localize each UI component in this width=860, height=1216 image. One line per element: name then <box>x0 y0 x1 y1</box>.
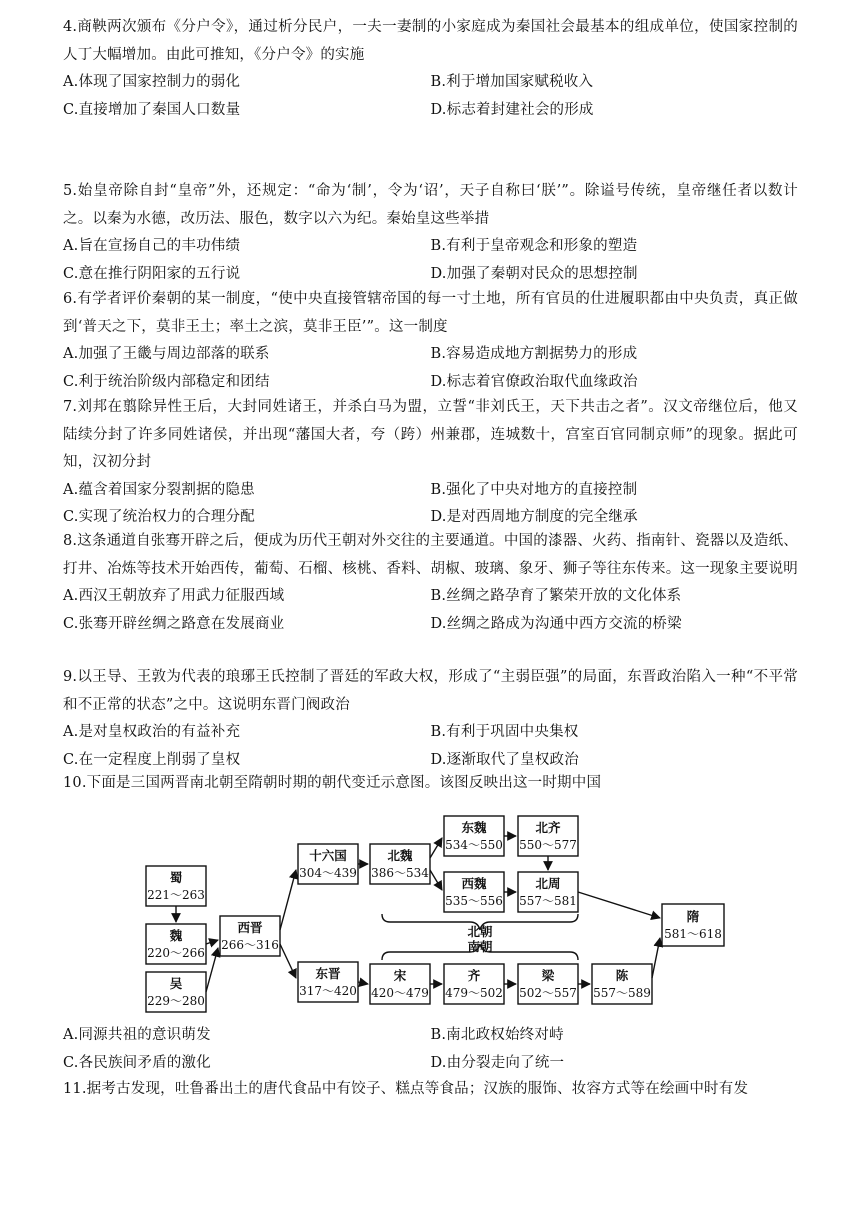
question-stem: 11.据考古发现，吐鲁番出土的唐代食品中有饺子、糕点等食品；汉族的服饰、妆容方式等在绘画中时有发 <box>63 1081 749 1097</box>
question-stem: 4.商鞅两次颁布《分户令》，通过析分民户，一夫一妻制的小家庭成为秦国社会最基本的组成单位，使国家控制的人丁大幅增加。由此可推知，《分户令》的实施 <box>63 19 798 63</box>
node-years: 304～439 <box>299 866 357 880</box>
question-stem: 9.以王导、王敦为代表的琅琊王氏控制了晋廷的军政大权，形成了“主弱臣强”的局面，东晋政治陷入一种“不平常和不正常的状态”之中。这说明东晋门阀政治 <box>63 669 798 713</box>
node-name: 北周 <box>535 876 561 891</box>
options <box>63 1022 798 1077</box>
node-name: 魏 <box>169 928 183 943</box>
option-c[interactable]: C.实现了统治权力的合理分配 <box>63 509 255 525</box>
label-south: 南朝 <box>467 939 493 954</box>
options <box>63 477 798 532</box>
node-years: 581～618 <box>664 927 722 941</box>
option-a[interactable]: A.加强了王畿与周边部落的联系 <box>63 346 270 362</box>
node-name: 宋 <box>393 968 407 983</box>
question-5 <box>63 178 798 288</box>
option-b[interactable]: B.容易造成地方割据势力的形成 <box>430 346 638 362</box>
question-9 <box>63 664 798 774</box>
question-6 <box>63 286 798 396</box>
option-d[interactable]: D.是对西周地方制度的完全继承 <box>430 509 638 525</box>
node-name: 梁 <box>541 968 555 983</box>
node-years: 502～557 <box>519 986 577 1000</box>
node-name: 吴 <box>169 976 183 991</box>
node-name: 西魏 <box>461 876 487 891</box>
option-d[interactable]: D.逐渐取代了皇权政治 <box>430 751 579 768</box>
option-d[interactable]: D.标志着封建社会的形成 <box>430 101 594 118</box>
node-years: 479～502 <box>445 986 503 1000</box>
options <box>63 69 798 124</box>
option-d[interactable]: D.标志着官僚政治取代血缘政治 <box>430 373 638 390</box>
option-c[interactable]: C.各民族间矛盾的激化 <box>63 1054 211 1071</box>
option-b[interactable]: B.南北政权始终对峙 <box>430 1027 564 1043</box>
node-years: 550～577 <box>519 838 577 852</box>
node-years: 386～534 <box>371 866 429 880</box>
node-name: 北魏 <box>387 848 413 863</box>
question-stem: 5.始皇帝除自封“皇帝”外，还规定：“命为‘制’，令为‘诏’，天子自称曰‘朕’”。除谥号传统，皇帝继任者以数计之。以秦为水德，改历法、服色，数字以六为纪。秦始皇这些举措 <box>63 183 798 227</box>
options <box>63 341 798 396</box>
option-b[interactable]: B.有利于巩固中央集权 <box>430 724 579 740</box>
node-years: 229～280 <box>147 994 205 1008</box>
question-10 <box>63 770 798 798</box>
question-11 <box>63 1076 798 1104</box>
option-d[interactable]: D.由分裂走向了统一 <box>430 1054 565 1071</box>
dynasty-diagram <box>120 798 740 1018</box>
option-a[interactable]: A.旨在宣扬自己的丰功伟绩 <box>63 238 241 254</box>
node-years: 557～589 <box>593 986 651 1000</box>
label-north: 北朝 <box>467 924 493 939</box>
option-d[interactable]: D.加强了秦朝对民众的思想控制 <box>430 265 638 282</box>
question-8 <box>63 528 798 638</box>
node-years: 317～420 <box>299 984 357 998</box>
question-stem: 6.有学者评价秦朝的某一制度，“使中央直接管辖帝国的每一寸土地，所有官员的仕进履职都由中央负责，真正做到‘普天之下，莫非王土；率土之滨，莫非王臣’”。这一制度 <box>63 291 798 335</box>
option-a[interactable]: A.蕴含着国家分裂割据的隐患 <box>63 481 255 498</box>
question-7 <box>63 394 798 532</box>
node-name: 东魏 <box>461 820 487 835</box>
node-years: 420～479 <box>371 986 429 1000</box>
node-name: 齐 <box>467 968 481 983</box>
option-a[interactable]: A.同源共祖的意识萌发 <box>63 1027 211 1043</box>
option-b[interactable]: B.丝绸之路孕育了繁荣开放的文化体系 <box>430 588 682 604</box>
options <box>63 719 798 774</box>
node-years: 220～266 <box>147 946 205 960</box>
node-name: 蜀 <box>169 870 183 885</box>
node-years: 557～581 <box>519 894 577 908</box>
option-c[interactable]: C.意在推行阴阳家的五行说 <box>63 265 241 282</box>
node-name: 陈 <box>615 968 629 983</box>
options <box>63 233 798 288</box>
option-a[interactable]: A.西汉王朝放弃了用武力征服西域 <box>63 588 285 604</box>
question-stem: 10.下面是三国两晋南北朝至隋朝时期的朝代变迁示意图。该图反映出这一时期中国 <box>63 775 602 791</box>
question-stem: 8.这条通道自张骞开辟之后，便成为历代王朝对外交往的主要通道。中国的漆器、火药、指南针、瓷器以及造纸、打井、冶炼等技术开始西传，葡萄、石榴、核桃、香料、胡椒、玻璃、象牙、狮子等往东传来。这一现象主要说明 <box>63 533 798 577</box>
option-b[interactable]: B.强化了中央对地方的直接控制 <box>430 481 638 498</box>
option-b[interactable]: B.有利于皇帝观念和形象的塑造 <box>430 238 638 254</box>
question-stem: 7.刘邦在翦除异性王后，大封同姓诸王，并杀白马为盟，立誓“非刘氏王，天下共击之者”。汉文帝继位后，他又陆续分封了许多同姓诸侯，并出现“藩国大者，夸（跨）州兼郡，连城数十，宫室百官同制京师”的现象。据此可知，汉初分封 <box>63 399 798 470</box>
question-10-options <box>63 1022 798 1077</box>
node-years: 221～263 <box>147 888 205 902</box>
option-c[interactable]: C.直接增加了秦国人口数量 <box>63 101 241 118</box>
option-d[interactable]: D.丝绸之路成为沟通中西方交流的桥梁 <box>430 615 682 632</box>
option-c[interactable]: C.利于统治阶级内部稳定和团结 <box>63 373 270 390</box>
options <box>63 583 798 638</box>
node-name: 十六国 <box>309 848 347 863</box>
node-years: 266～316 <box>221 938 279 952</box>
option-a[interactable]: A.是对皇权政治的有益补充 <box>63 724 241 740</box>
node-name: 西晋 <box>237 920 263 935</box>
option-c[interactable]: C.在一定程度上削弱了皇权 <box>63 751 241 768</box>
node-years: 534～550 <box>445 838 503 852</box>
node-name: 北齐 <box>535 820 561 835</box>
node-years: 535～556 <box>445 894 503 908</box>
node-name: 隋 <box>686 909 700 924</box>
question-4 <box>63 14 798 124</box>
option-b[interactable]: B.利于增加国家赋税收入 <box>430 74 594 90</box>
node-name: 东晋 <box>315 966 341 981</box>
option-a[interactable]: A.体现了国家控制力的弱化 <box>63 74 241 90</box>
option-c[interactable]: C.张骞开辟丝绸之路意在发展商业 <box>63 615 285 632</box>
